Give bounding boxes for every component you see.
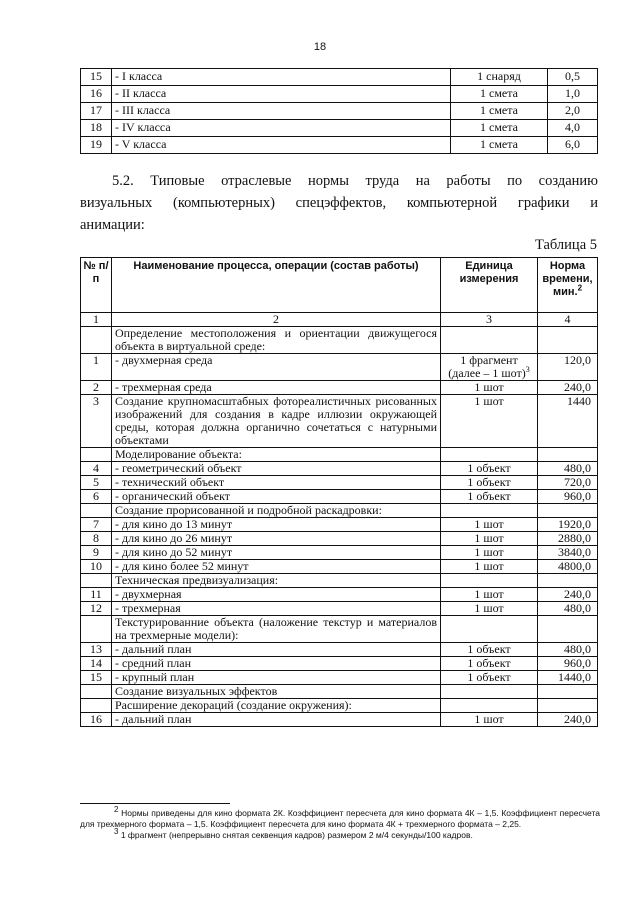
table-row bbox=[81, 602, 598, 616]
row-number: 2 bbox=[81, 381, 112, 395]
row-value bbox=[538, 685, 598, 699]
section-heading-line-1: 5.2. Типовые отраслевые нормы труда на работы по созданию bbox=[112, 173, 598, 189]
row-unit bbox=[441, 699, 538, 713]
footnote-ref-3: 3 bbox=[525, 365, 530, 374]
header-num: № п/п bbox=[81, 258, 112, 313]
row-name: - органический объект bbox=[112, 490, 441, 504]
row-number bbox=[81, 574, 112, 588]
col-number: 4 bbox=[538, 313, 598, 327]
row-unit bbox=[441, 616, 538, 643]
row-number: 13 bbox=[81, 643, 112, 657]
row-unit-text: 1 фрагмент (далее – 1 шот) bbox=[448, 353, 526, 380]
group-heading: Моделирование объекта: bbox=[112, 448, 441, 462]
row-unit bbox=[441, 602, 538, 616]
row-unit-text: 1 шот bbox=[474, 559, 504, 573]
row-unit-text: 1 шот bbox=[474, 394, 504, 408]
row-name: - для кино до 13 минут bbox=[112, 518, 441, 532]
col-number: 3 bbox=[441, 313, 538, 327]
row-number bbox=[81, 685, 112, 699]
row-unit: 1 смета bbox=[451, 137, 548, 154]
row-unit: 1 смета bbox=[451, 86, 548, 103]
table-row bbox=[81, 560, 598, 574]
row-number: 1 bbox=[81, 354, 112, 381]
row-number: 12 bbox=[81, 602, 112, 616]
row-value: 240,0 bbox=[538, 713, 598, 727]
row-value: 480,0 bbox=[538, 462, 598, 476]
row-value: 120,0 bbox=[538, 354, 598, 381]
row-value: 2,0 bbox=[548, 103, 598, 120]
group-heading: Создание прорисованной и подробной раскадровки: bbox=[112, 504, 441, 518]
group-heading: Создание визуальных эффектов bbox=[112, 685, 441, 699]
table-row bbox=[81, 354, 598, 381]
row-unit bbox=[441, 504, 538, 518]
row-value bbox=[538, 448, 598, 462]
row-value: 720,0 bbox=[538, 476, 598, 490]
column-number-row bbox=[81, 313, 598, 327]
row-number: 15 bbox=[81, 671, 112, 685]
row-value: 1440 bbox=[538, 395, 598, 448]
footnote-3 bbox=[80, 827, 600, 841]
header-unit: Единица измерения bbox=[441, 258, 538, 313]
row-unit bbox=[441, 574, 538, 588]
row-value: 3840,0 bbox=[538, 546, 598, 560]
row-unit bbox=[441, 685, 538, 699]
row-name: - средний план bbox=[112, 657, 441, 671]
row-value: 2880,0 bbox=[538, 532, 598, 546]
row-value bbox=[538, 616, 598, 643]
table-row bbox=[81, 69, 598, 86]
row-number: 15 bbox=[81, 69, 112, 86]
row-value bbox=[538, 699, 598, 713]
table-row bbox=[81, 103, 598, 120]
row-name: - крупный план bbox=[112, 671, 441, 685]
row-name: - III класса bbox=[112, 103, 451, 120]
row-number: 4 bbox=[81, 462, 112, 476]
page-number: 18 bbox=[313, 41, 327, 53]
group-heading-row bbox=[81, 574, 598, 588]
table-label: Таблица 5 bbox=[534, 237, 597, 253]
row-name: - технический объект bbox=[112, 476, 441, 490]
row-number: 3 bbox=[81, 395, 112, 448]
group-heading-row bbox=[81, 504, 598, 518]
table-row bbox=[81, 532, 598, 546]
group-heading: Определение местоположения и ориентации движущегося объекта в виртуальной среде: bbox=[112, 327, 441, 354]
row-value bbox=[538, 504, 598, 518]
row-name: - II класса bbox=[112, 86, 451, 103]
row-number: 7 bbox=[81, 518, 112, 532]
row-name: - трехмерная среда bbox=[112, 381, 441, 395]
row-value: 1440,0 bbox=[538, 671, 598, 685]
row-value: 4,0 bbox=[548, 120, 598, 137]
row-name: - трехмерная bbox=[112, 602, 441, 616]
row-unit-text: 1 объект bbox=[467, 642, 511, 656]
table-row bbox=[81, 462, 598, 476]
row-value: 0,5 bbox=[548, 69, 598, 86]
row-value: 480,0 bbox=[538, 643, 598, 657]
row-name: - для кино более 52 минут bbox=[112, 560, 441, 574]
section-heading bbox=[80, 170, 598, 236]
row-value: 4800,0 bbox=[538, 560, 598, 574]
row-unit-text: 1 объект bbox=[467, 489, 511, 503]
table-row bbox=[81, 657, 598, 671]
row-number bbox=[81, 616, 112, 643]
row-value: 240,0 bbox=[538, 381, 598, 395]
footnote-2-text: Нормы приведены для кино формата 2К. Коэффициент пересчета для кино формата 4К – 1,5. Коэффициент пересчета для трехмерного формата – 1,5. Коэффициент пересчета для кино формата 4К + трехмерного формата – 2,25. bbox=[80, 808, 600, 829]
group-heading: Техническая предвизуализация: bbox=[112, 574, 441, 588]
section-heading-line-3: анимации: bbox=[80, 217, 145, 233]
row-unit-text: 1 шот bbox=[474, 545, 504, 559]
row-value: 960,0 bbox=[538, 490, 598, 504]
table-row bbox=[81, 713, 598, 727]
row-number: 16 bbox=[81, 86, 112, 103]
table-row bbox=[81, 381, 598, 395]
group-heading: Расширение декораций (создание окружения): bbox=[112, 699, 441, 713]
footnote-3-text: 1 фрагмент (непрерывно снятая секвенция кадров) размером 2 м/4 секунды/100 кадров. bbox=[120, 830, 473, 840]
row-unit bbox=[441, 643, 538, 657]
footnote-3-mark: 3 bbox=[114, 827, 119, 837]
row-name: - для кино до 52 минут bbox=[112, 546, 441, 560]
row-number bbox=[81, 699, 112, 713]
footnote-separator bbox=[80, 803, 230, 804]
row-unit bbox=[441, 532, 538, 546]
row-value: 240,0 bbox=[538, 588, 598, 602]
footnotes bbox=[80, 805, 600, 841]
row-value bbox=[538, 574, 598, 588]
table-row bbox=[81, 490, 598, 504]
table-header-row bbox=[81, 258, 598, 313]
row-unit-text: 1 объект bbox=[467, 670, 511, 684]
table-row bbox=[81, 518, 598, 532]
footnote-ref-2: 2 bbox=[577, 283, 583, 293]
row-unit-text: 1 объект bbox=[467, 475, 511, 489]
row-unit-text: 1 шот bbox=[474, 601, 504, 615]
row-number: 9 bbox=[81, 546, 112, 560]
row-unit bbox=[441, 462, 538, 476]
row-unit-text: 1 шот bbox=[474, 531, 504, 545]
row-number: 8 bbox=[81, 532, 112, 546]
row-unit bbox=[441, 381, 538, 395]
row-unit-text: 1 объект bbox=[467, 461, 511, 475]
footnote-2-mark: 2 bbox=[114, 805, 119, 815]
row-name: Создание крупномасштабных фотореалистичных рисованных изображений для создания в кадре иллюзии окружающей среды, которая должна органично сочетаться с натурными объектами bbox=[112, 395, 441, 448]
row-name: - для кино до 26 минут bbox=[112, 532, 441, 546]
group-heading-row bbox=[81, 448, 598, 462]
row-name: - геометрический объект bbox=[112, 462, 441, 476]
row-unit-text: 1 объект bbox=[467, 656, 511, 670]
table-row bbox=[81, 671, 598, 685]
row-unit bbox=[441, 395, 538, 448]
col-number: 1 bbox=[81, 313, 112, 327]
row-unit-text: 1 шот bbox=[474, 380, 504, 394]
row-name: - V класса bbox=[112, 137, 451, 154]
table-row bbox=[81, 137, 598, 154]
row-number: 11 bbox=[81, 588, 112, 602]
row-unit bbox=[441, 560, 538, 574]
row-unit-text: 1 шот bbox=[474, 587, 504, 601]
group-heading-row bbox=[81, 699, 598, 713]
row-number: 19 bbox=[81, 137, 112, 154]
row-name: - дальний план bbox=[112, 643, 441, 657]
row-number: 10 bbox=[81, 560, 112, 574]
row-unit bbox=[441, 354, 538, 381]
group-heading: Текстурированние объекта (наложение текстур и материалов на трехмерные модели): bbox=[112, 616, 441, 643]
group-heading-row bbox=[81, 327, 598, 354]
table-row bbox=[81, 643, 598, 657]
row-unit bbox=[441, 671, 538, 685]
row-unit bbox=[441, 588, 538, 602]
row-name: - IV класса bbox=[112, 120, 451, 137]
table-row bbox=[81, 86, 598, 103]
row-number: 17 bbox=[81, 103, 112, 120]
row-value: 960,0 bbox=[538, 657, 598, 671]
section-heading-line-2: визуальных (компьютерных) спецэффектов, компьютерной графики и bbox=[80, 195, 598, 211]
row-number: 16 bbox=[81, 713, 112, 727]
row-number: 18 bbox=[81, 120, 112, 137]
row-number: 5 bbox=[81, 476, 112, 490]
row-value bbox=[538, 327, 598, 354]
header-norm bbox=[538, 258, 598, 313]
row-unit: 1 снаряд bbox=[451, 69, 548, 86]
row-unit-text: 1 шот bbox=[474, 517, 504, 531]
header-norm-text: Норма времени, мин. bbox=[542, 260, 593, 298]
table-continuation bbox=[80, 68, 598, 154]
header-name: Наименование процесса, операции (состав работы) bbox=[112, 258, 441, 313]
row-value: 1920,0 bbox=[538, 518, 598, 532]
row-name: - двухмерная среда bbox=[112, 354, 441, 381]
row-number bbox=[81, 504, 112, 518]
row-unit: 1 смета bbox=[451, 120, 548, 137]
row-unit bbox=[441, 476, 538, 490]
table-row bbox=[81, 476, 598, 490]
col-number: 2 bbox=[112, 313, 441, 327]
row-number: 14 bbox=[81, 657, 112, 671]
row-name: - дальний план bbox=[112, 713, 441, 727]
row-unit: 1 смета bbox=[451, 103, 548, 120]
row-name: - I класса bbox=[112, 69, 451, 86]
group-heading-row bbox=[81, 685, 598, 699]
row-value: 480,0 bbox=[538, 602, 598, 616]
row-unit bbox=[441, 657, 538, 671]
row-unit bbox=[441, 448, 538, 462]
row-unit bbox=[441, 546, 538, 560]
row-value: 1,0 bbox=[548, 86, 598, 103]
row-unit bbox=[441, 490, 538, 504]
table-row bbox=[81, 588, 598, 602]
row-value: 6,0 bbox=[548, 137, 598, 154]
row-number: 6 bbox=[81, 490, 112, 504]
row-number bbox=[81, 327, 112, 354]
row-unit bbox=[441, 327, 538, 354]
table-row bbox=[81, 120, 598, 137]
row-unit bbox=[441, 518, 538, 532]
row-unit bbox=[441, 713, 538, 727]
row-number bbox=[81, 448, 112, 462]
row-name: - двухмерная bbox=[112, 588, 441, 602]
row-unit-text: 1 шот bbox=[474, 712, 504, 726]
table-row bbox=[81, 546, 598, 560]
norms-table bbox=[80, 257, 598, 727]
table-row bbox=[81, 395, 598, 448]
group-heading-row bbox=[81, 616, 598, 643]
footnote-2 bbox=[80, 805, 600, 830]
